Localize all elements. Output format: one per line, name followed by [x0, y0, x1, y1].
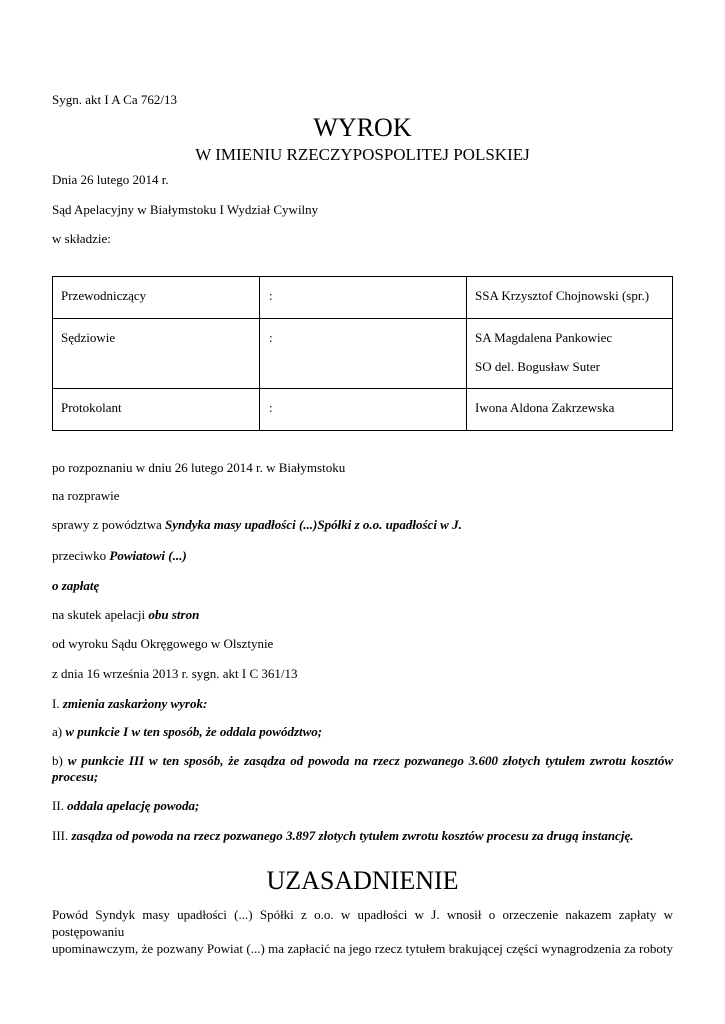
ruling-point-b [52, 753, 673, 785]
point-number: b) [52, 753, 68, 768]
justification-paragraph [52, 906, 673, 957]
judge-name: SO del. Bogusław Suter [475, 359, 600, 374]
table-row [53, 389, 673, 431]
point-text: w punkcie I w ten sposób, że oddala powództwo; [65, 724, 323, 739]
composition-label: w składzie: [52, 231, 111, 246]
hearing-type: na rozprawie [52, 488, 120, 503]
panel-table [52, 276, 673, 431]
judges-label: Sędziowie [53, 319, 260, 389]
judgment-date: Dnia 26 lutego 2014 r. [52, 172, 169, 187]
lower-court-date: z dnia 16 września 2013 r. sygn. akt I C 361/13 [52, 666, 298, 681]
ruling-point-II [52, 798, 199, 814]
ruling-point-a [52, 724, 322, 740]
defendant-name: Powiatowi (...) [109, 548, 187, 563]
appeal-line [52, 607, 199, 623]
judges-names [467, 319, 673, 389]
point-number: a) [52, 724, 66, 739]
plaintiff-name: Syndyka masy upadłości (...)Spółki z o.o. upadłości w J. [165, 517, 462, 532]
table-row [53, 277, 673, 319]
case-number: Sygn. akt I A Ca 762/13 [52, 92, 177, 107]
ruling-point-III [52, 828, 673, 844]
paragraph-line: Powód Syndyk masy upadłości (...) Spółki z o.o. w upadłości w J. wnosił o orzeczenie nakazem zapłaty w postępowaniu [52, 907, 673, 939]
paragraph-line: upominawczym, że pozwany Powiat (...) ma zapłacić na jego rzecz tytułem brakującej części wynagrodzenia za roboty [52, 941, 673, 956]
court-name: Sąd Apelacyjny w Białymstoku I Wydział Cywilny [52, 202, 319, 217]
clerk-label: Protokolant [53, 389, 260, 431]
claim-subject: o zapłatę [52, 578, 100, 593]
plaintiff-prefix: sprawy z powództwa [52, 517, 165, 532]
plaintiff-line [52, 517, 462, 533]
presiding-name: SSA Krzysztof Chojnowski (spr.) [467, 277, 673, 319]
appeal-prefix: na skutek apelacji [52, 607, 149, 622]
judge-name: SA Magdalena Pankowiec [475, 330, 613, 345]
point-text: w punkcie III w ten sposób, że zasądza od powoda na rzecz pozwanego 3.600 złotych tytułem zwrotu kosztów procesu; [52, 753, 673, 784]
point-text: oddala apelację powoda; [67, 798, 200, 813]
defendant-line [52, 548, 187, 564]
clerk-name: Iwona Aldona Zakrzewska [467, 389, 673, 431]
point-text: zmienia zaskarżony wyrok: [62, 696, 208, 711]
ruling-point-I [52, 696, 207, 712]
colon: : [260, 389, 467, 431]
document-title: WYROK [313, 113, 412, 142]
justification-heading: UZASADNIENIE [266, 866, 459, 895]
colon: : [260, 319, 467, 389]
colon: : [260, 277, 467, 319]
point-number: I. [52, 696, 63, 711]
document-subtitle: W IMIENIU RZECZYPOSPOLITEJ POLSKIEJ [195, 145, 530, 164]
table-row [53, 319, 673, 389]
defendant-prefix: przeciwko [52, 548, 110, 563]
hearing-info: po rozpoznaniu w dniu 26 lutego 2014 r. w Białymstoku [52, 460, 346, 475]
appeal-parties: obu stron [148, 607, 200, 622]
point-number: III. [52, 828, 72, 843]
presiding-label: Przewodniczący [53, 277, 260, 319]
point-text: zasądza od powoda na rzecz pozwanego 3.897 złotych tytułem zwrotu kosztów procesu za drugą instancję. [71, 828, 634, 843]
point-number: II. [52, 798, 68, 813]
lower-court-ruling: od wyroku Sądu Okręgowego w Olsztynie [52, 636, 274, 651]
